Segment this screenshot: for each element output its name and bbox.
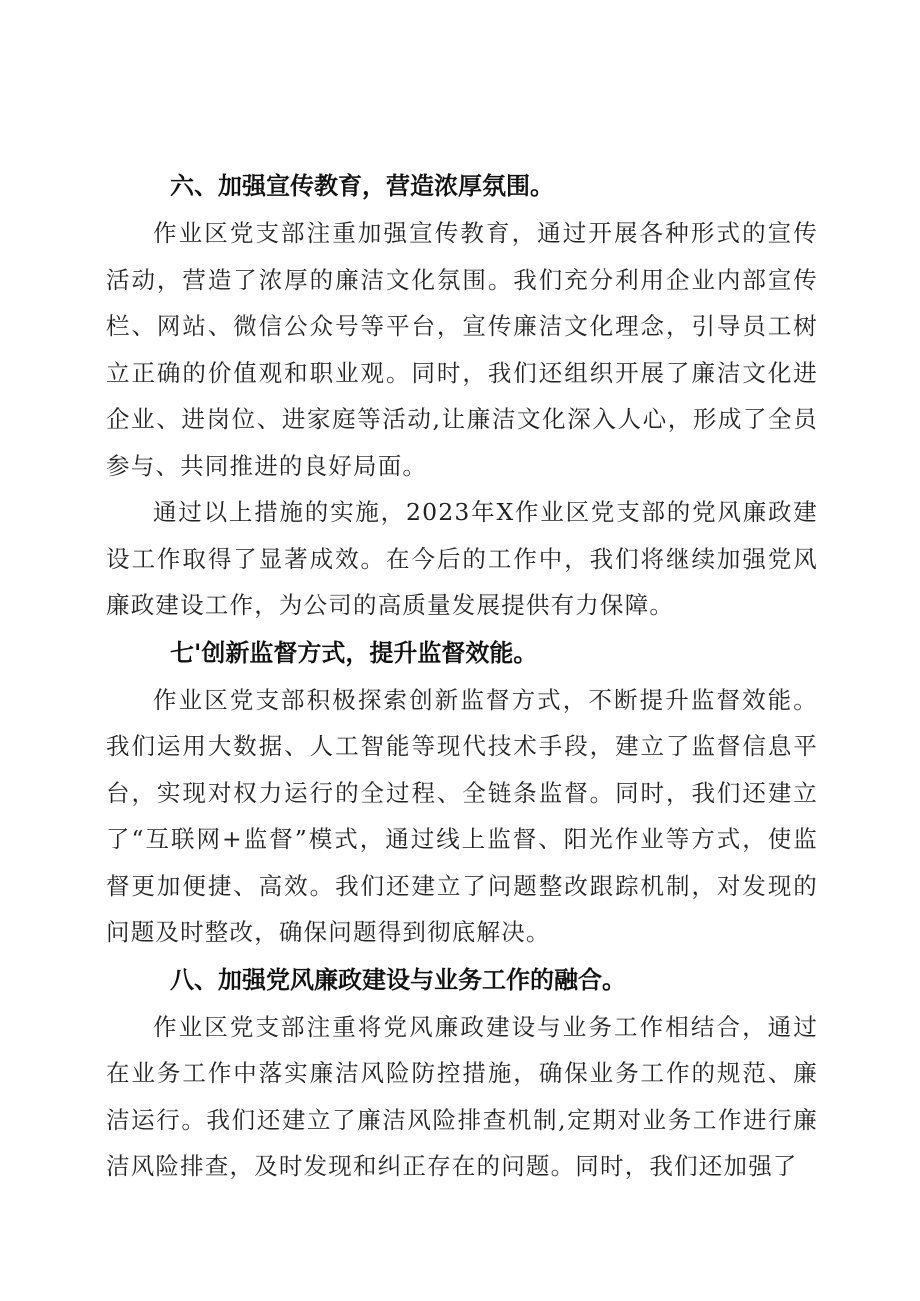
- document-body: [106, 162, 818, 1190]
- section-heading-8: 八、加强党风廉政建设与业务工作的融合。: [170, 965, 626, 994]
- section-6-paragraph-2: 通过以上措施的实施，2023年X作业区党支部的党风廉政建设工作取得了显著成效。在今后的工作中，我们将继续加强党风廉政建设工作，为公司的高质量发展提供有力保障。: [106, 498, 818, 619]
- section-7-paragraph-1: 作业区党支部积极探索创新监督方式，不断提升监督效能。我们运用大数据、人工智能等现代技术手段，建立了监督信息平台，实现对权力运行的全过程、全链条监督。同时，我们还建立了“互联网+监督”模式，通过线上监督、阳光作业等方式，使监督更加便捷、高效。我们还建立了问题整改跟踪机制，对发现的问题及时整改，确保问题得到彻底解决。: [106, 685, 818, 946]
- section-8-paragraph-1: 作业区党支部注重将党风廉政建设与业务工作相结合，通过在业务工作中落实廉洁风险防控措施，确保业务工作的规范、廉洁运行。我们还建立了廉洁风险排查机制,定期对业务工作进行廉洁风险排查，及时发现和纠正存在的问题。同时，我们还加强了: [106, 1012, 818, 1180]
- section-heading-7: 七'创新监督方式，提升监督效能。: [170, 638, 538, 667]
- section-heading-6: 六、加强宣传教育，营造浓厚氛围。: [170, 172, 554, 200]
- section-6-paragraph-1: 作业区党支部注重加强宣传教育，通过开展各种形式的宣传活动，营造了浓厚的廉洁文化氛围。我们充分利用企业内部宣传栏、网站、微信公众号等平台，宣传廉洁文化理念，引导员工树立正确的价值观和职业观。同时，我们还组织开展了廉洁文化进企业、进岗位、进家庭等活动,让廉洁文化深入人心，形成了全员参与、共同推进的良好局面。: [106, 219, 818, 480]
